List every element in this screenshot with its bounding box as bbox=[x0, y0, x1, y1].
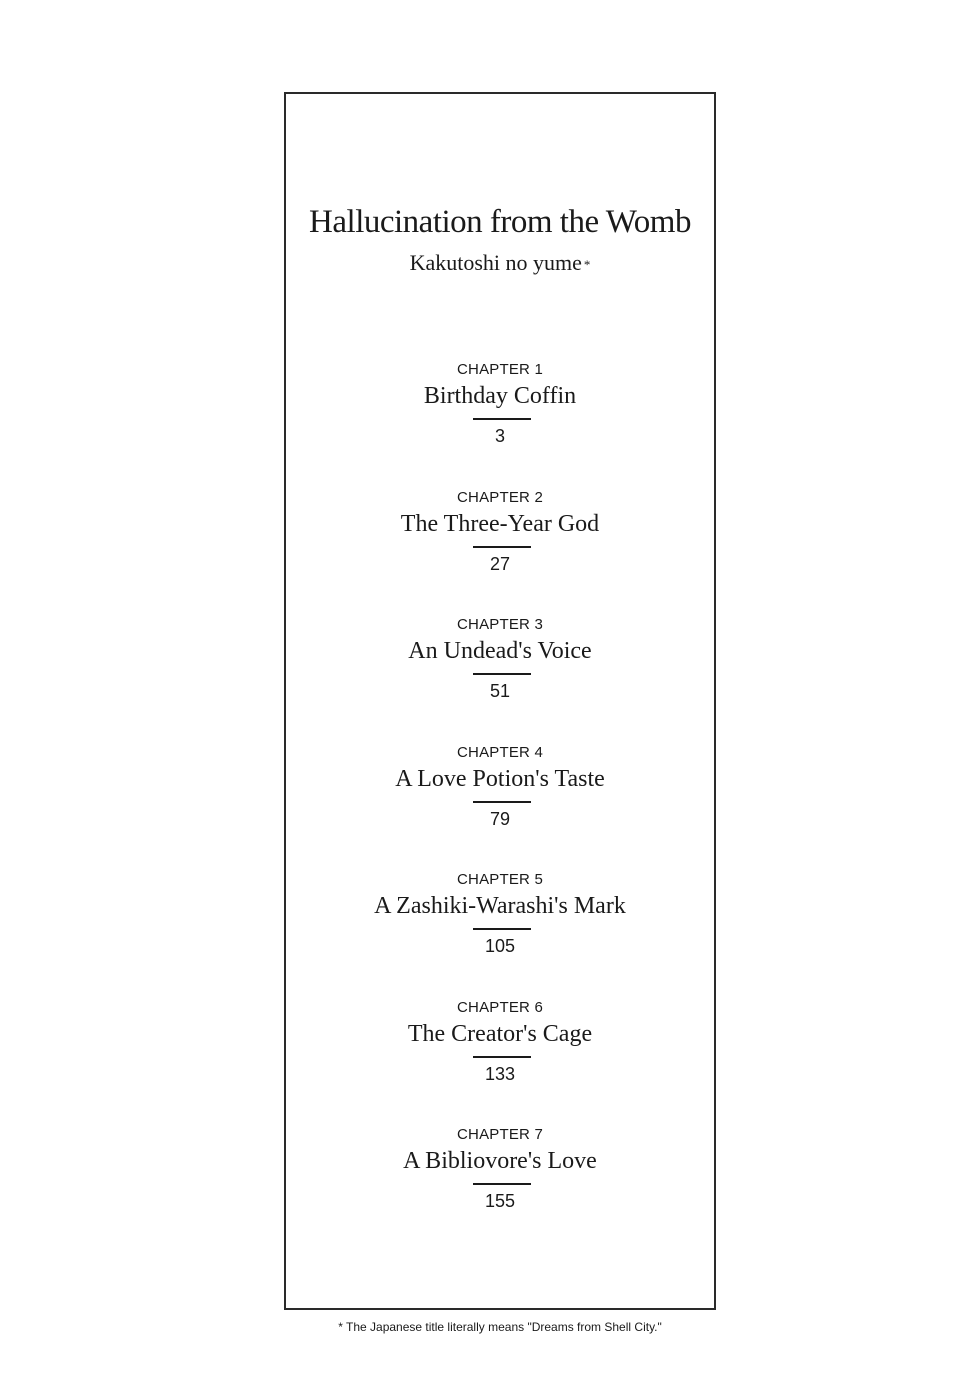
chapter-divider bbox=[473, 418, 531, 420]
chapter-entry-5[interactable] bbox=[286, 870, 714, 980]
chapter-title: A Bibliovore's Love bbox=[403, 1148, 597, 1174]
chapter-title: An Undead's Voice bbox=[408, 638, 592, 664]
chapter-label: CHAPTER 1 bbox=[457, 361, 543, 378]
chapter-label: CHAPTER 4 bbox=[457, 744, 543, 761]
footnote: * The Japanese title literally means "Dreams from Shell City." bbox=[338, 1320, 662, 1334]
book-subtitle bbox=[286, 248, 714, 278]
chapter-page-number: 3 bbox=[494, 426, 505, 446]
chapter-label: CHAPTER 3 bbox=[457, 616, 543, 633]
chapter-divider bbox=[473, 1183, 531, 1185]
contents-frame bbox=[284, 92, 716, 1310]
chapter-title: A Zashiki-Warashi's Mark bbox=[374, 893, 626, 919]
chapter-divider bbox=[473, 673, 531, 675]
chapter-label: CHAPTER 6 bbox=[457, 999, 543, 1016]
chapter-entry-3[interactable] bbox=[286, 615, 714, 725]
chapter-page-number: 79 bbox=[489, 809, 511, 829]
footnote-marker: * bbox=[583, 257, 591, 272]
chapter-label: CHAPTER 5 bbox=[457, 871, 543, 888]
book-title: Hallucination from the Womb bbox=[309, 204, 691, 240]
chapter-entry-4[interactable] bbox=[286, 743, 714, 853]
subtitle-text: Kakutoshi no yume bbox=[409, 250, 582, 275]
chapter-label: CHAPTER 7 bbox=[457, 1126, 543, 1143]
chapter-divider bbox=[473, 546, 531, 548]
chapter-page-number: 51 bbox=[489, 681, 511, 701]
chapter-divider bbox=[473, 928, 531, 930]
chapter-divider bbox=[473, 801, 531, 803]
chapter-entry-1[interactable] bbox=[286, 360, 714, 470]
chapter-entry-7[interactable] bbox=[286, 1125, 714, 1235]
chapter-title: The Three-Year God bbox=[400, 511, 600, 537]
chapter-title: The Creator's Cage bbox=[407, 1021, 593, 1047]
chapter-page-number: 133 bbox=[484, 1064, 516, 1084]
chapter-entry-2[interactable] bbox=[286, 488, 714, 598]
chapter-label: CHAPTER 2 bbox=[457, 489, 543, 506]
chapter-divider bbox=[473, 1056, 531, 1058]
chapter-page-number: 105 bbox=[484, 936, 516, 956]
chapter-title: Birthday Coffin bbox=[423, 383, 577, 409]
chapter-entry-6[interactable] bbox=[286, 998, 714, 1108]
chapter-page-number: 27 bbox=[489, 554, 511, 574]
chapter-page-number: 155 bbox=[484, 1191, 516, 1211]
chapter-title: A Love Potion's Taste bbox=[395, 766, 605, 792]
